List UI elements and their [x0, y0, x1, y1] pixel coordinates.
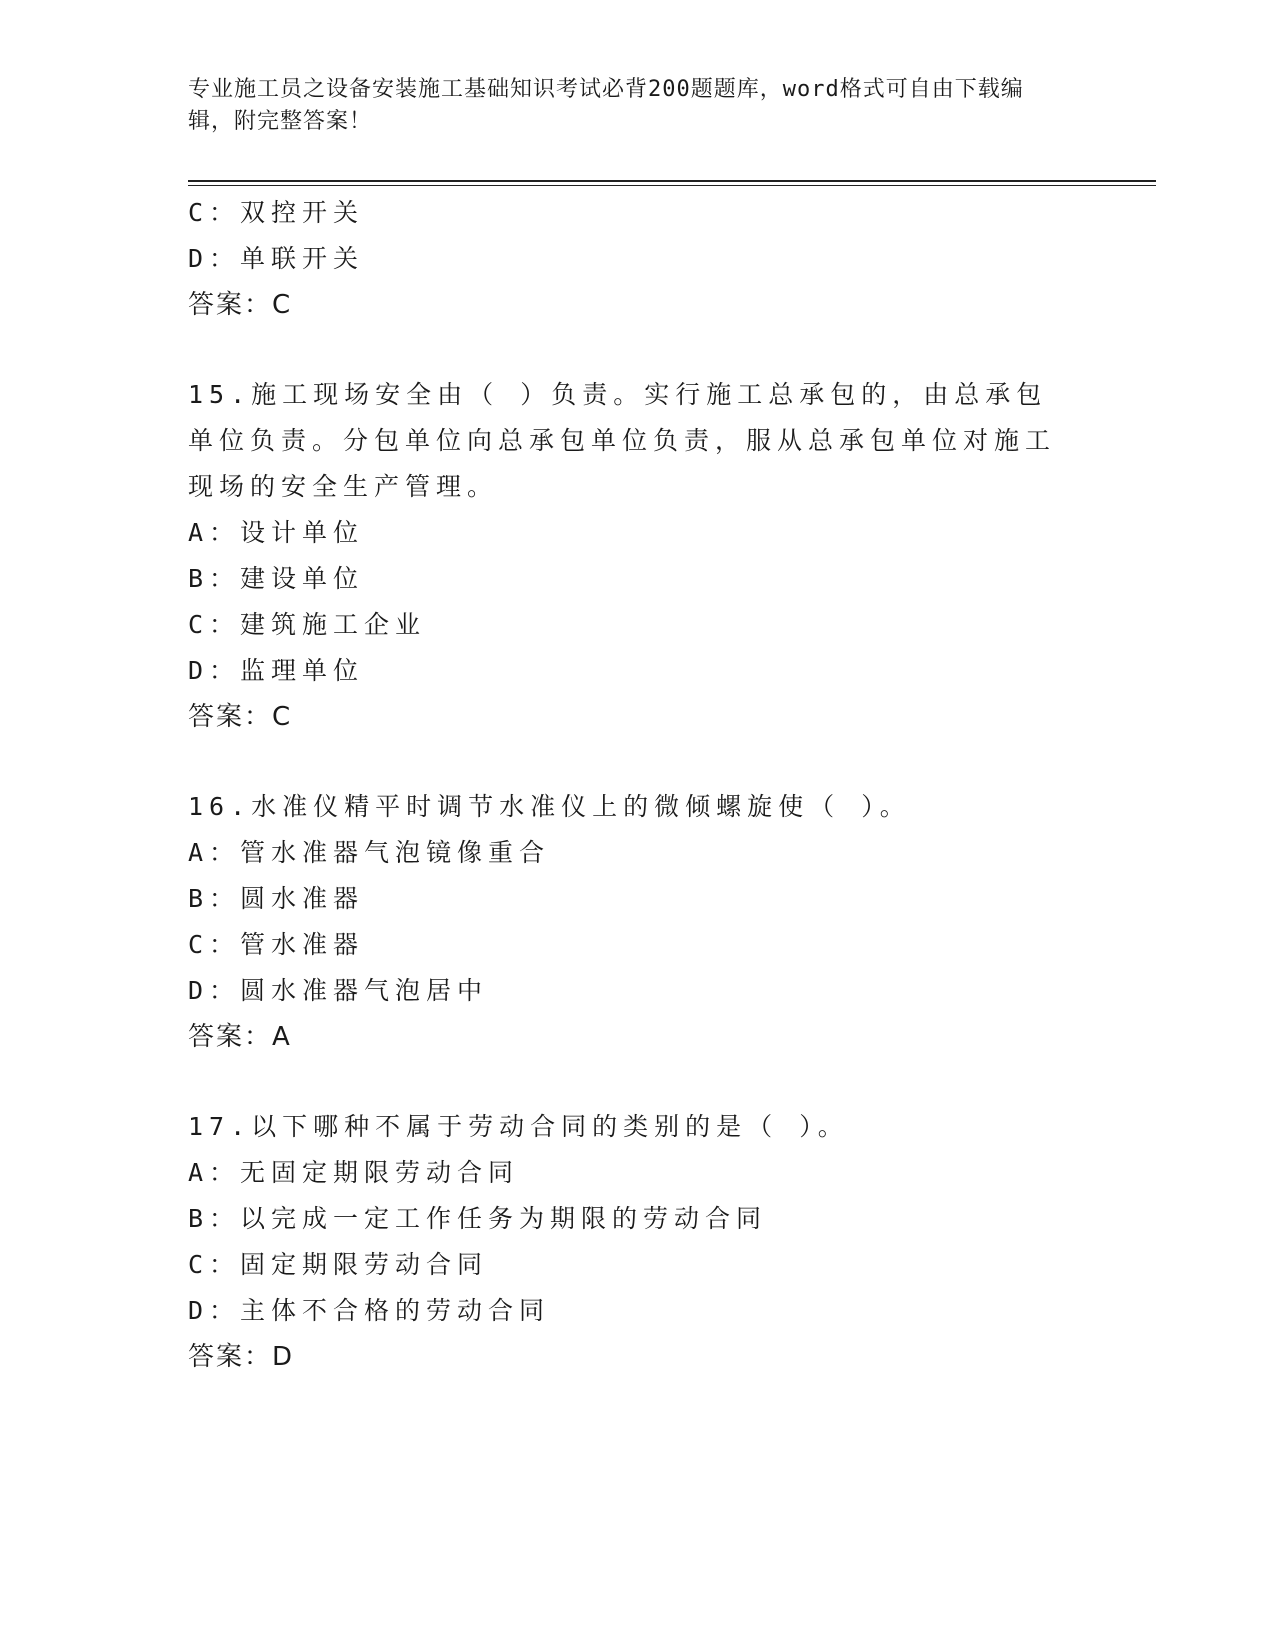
question-text: 15.施工现场安全由（ ）负责。实行施工总承包的，由总承包单位负责。分包单位向总承包单位负责，服从总承包单位对施工现场的安全生产管理。 [188, 380, 1057, 501]
question-17 [188, 1104, 1068, 1380]
option-b: B：建设单位 [188, 564, 365, 593]
option-b: B：圆水准器 [188, 884, 365, 913]
option-b: B：以完成一定工作任务为期限的劳动合同 [188, 1204, 768, 1233]
document-header: 专业施工员之设备安装施工基础知识考试必背200题题库，word格式可自由下载编辑，附完整答案！ [188, 77, 1024, 134]
answer-line: 答案：A [188, 1022, 292, 1052]
option-c: C：双控开关 [188, 198, 365, 227]
document-body [188, 190, 1068, 1380]
option-a: A：管水准器气泡镜像重合 [188, 838, 551, 867]
option-c: C：建筑施工企业 [188, 610, 427, 639]
answer-line: 答案：D [188, 1342, 295, 1372]
answer-line: 答案：C [188, 702, 293, 732]
option-c: C：管水准器 [188, 930, 365, 959]
header-rule-thick [188, 180, 1156, 182]
option-d: D：单联开关 [188, 244, 365, 273]
answer-line: 答案：C [188, 290, 293, 320]
option-c: C：固定期限劳动合同 [188, 1250, 489, 1279]
option-d: D：圆水准器气泡居中 [188, 976, 489, 1005]
option-d: D：监理单位 [188, 656, 365, 685]
question-text: 17.以下哪种不属于劳动合同的类别的是（ ）。 [188, 1112, 849, 1141]
question-15 [188, 372, 1068, 740]
option-a: A：无固定期限劳动合同 [188, 1158, 520, 1187]
option-d: D：主体不合格的劳动合同 [188, 1296, 551, 1325]
carryover-question [188, 190, 1068, 328]
header-rule-thin [188, 185, 1156, 186]
option-a: A：设计单位 [188, 518, 365, 547]
question-16 [188, 784, 1068, 1060]
question-text: 16.水准仪精平时调节水准仪上的微倾螺旋使（ ）。 [188, 792, 911, 821]
